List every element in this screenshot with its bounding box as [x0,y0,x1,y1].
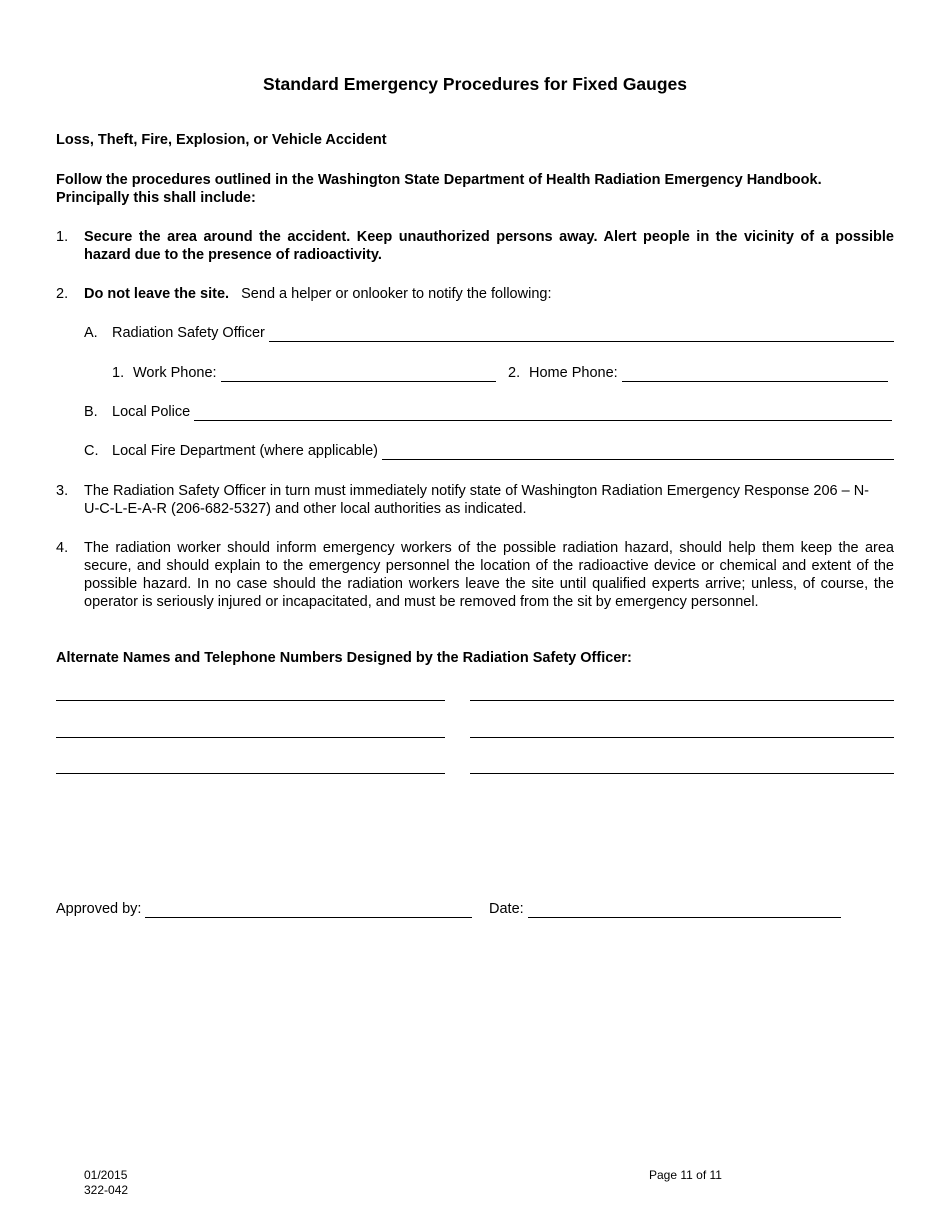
alternate-name-field-1[interactable] [56,700,445,701]
home-phone-row [508,364,888,382]
approved-by-row [56,900,472,918]
notify-police-label: Local Police [112,404,191,420]
home-phone-field[interactable] [622,367,888,382]
work-phone-row [112,364,496,382]
alternate-phone-field-2[interactable] [470,737,894,738]
approved-by-label: Approved by: [56,901,142,917]
intro-paragraph: Follow the procedures outlined in the Washington State Department of Health Radiation Emergency Handbook. Principally this shall include: [56,172,822,206]
page-title: Standard Emergency Procedures for Fixed Gauges [262,74,688,94]
notify-a-letter: A. [84,325,98,341]
date-field[interactable] [528,903,841,918]
footer-date: 01/2015 [84,1168,128,1182]
home-phone-label: Home Phone: [529,365,618,381]
alternate-phone-field-1[interactable] [470,700,894,701]
date-label: Date: [489,901,524,917]
step-4-text: The radiation worker should inform emergency workers of the possible radiation hazard, should help them keep the area secure, and should explain to the emergency personnel the location of the radioactive device or chemical and extent of the possible hazard. In no case should the radiation workers leave the site until qualified experts arrive; unless, of course, the operator is seriously injured or incapacitated, and must be removed from the sit by emergency personnel. [84,540,894,610]
step-4-number: 4. [56,540,69,556]
work-phone-field[interactable] [221,367,496,382]
notify-rso-row [84,324,894,342]
alternate-phone-field-3[interactable] [470,773,894,774]
alternate-name-field-2[interactable] [56,737,445,738]
footer-page-number: Page 11 of 11 [649,1168,722,1182]
phone-1-number: 1. [112,365,125,381]
step-3-text: The Radiation Safety Officer in turn must immediately notify state of Washington Radiation Emergency Response 206 – N-U-C-L-E-A-R (206-682-5327) and other local authorities as indicated. [84,483,869,517]
rso-name-field[interactable] [269,327,894,342]
notify-fire-row [84,442,894,460]
step-2-line [84,285,894,303]
step-2-number: 2. [56,286,69,302]
notify-b-letter: B. [84,404,98,420]
police-field[interactable] [194,406,892,421]
step-2-bold-text: Do not leave the site. [84,286,230,302]
approved-by-field[interactable] [145,903,472,918]
work-phone-label: Work Phone: [133,365,217,381]
notify-fire-label: Local Fire Department (where applicable) [112,443,378,459]
step-1-text: Secure the area around the accident. Keep unauthorized persons away. Alert people in the vicinity of a possible hazard due to the presence of radioactivity. [84,229,894,263]
notify-rso-label: Radiation Safety Officer [112,325,265,341]
phone-2-number: 2. [508,365,521,381]
notify-police-row [84,403,892,421]
notify-c-letter: C. [84,443,99,459]
section-heading: Loss, Theft, Fire, Explosion, or Vehicle Accident [56,132,387,148]
step-3-number: 3. [56,483,69,499]
alternate-heading: Alternate Names and Telephone Numbers Designed by the Radiation Safety Officer: [56,650,632,666]
step-1-number: 1. [56,229,69,245]
footer-form-number: 322-042 [84,1183,129,1197]
fire-department-field[interactable] [382,445,894,460]
date-row [489,900,841,918]
step-2-text: Send a helper or onlooker to notify the following: [241,286,552,302]
alternate-name-field-3[interactable] [56,773,445,774]
